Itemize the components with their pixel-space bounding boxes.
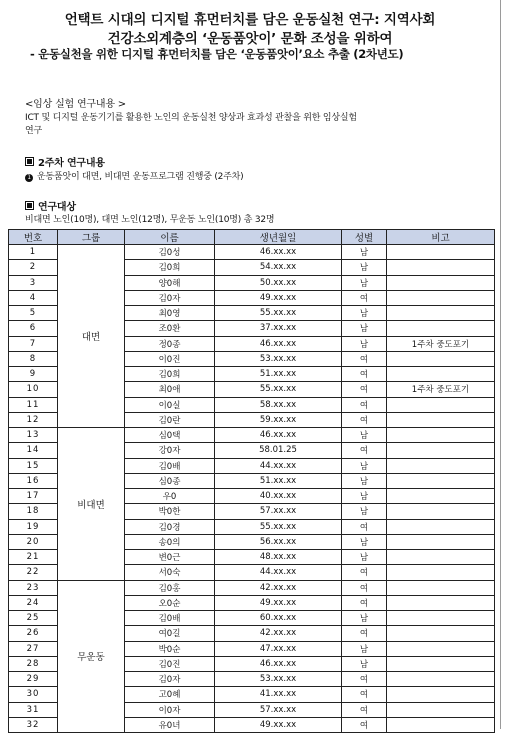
row-name: 양0해 (125, 275, 215, 290)
header-name: 이름 (125, 230, 215, 245)
row-number: 29 (9, 672, 58, 687)
row-gender: 여 (342, 290, 387, 305)
row-name: 이0진 (125, 351, 215, 366)
week2-heading: 2주차 연구내용 (38, 158, 105, 169)
row-birthdate: 42.xx.xx (215, 626, 342, 641)
row-number: 19 (9, 519, 58, 534)
row-number: 10 (9, 382, 58, 397)
row-number: 8 (9, 351, 58, 366)
row-birthdate: 53.xx.xx (215, 672, 342, 687)
row-note: 1주차 중도포기 (387, 382, 495, 397)
row-number: 12 (9, 412, 58, 427)
row-gender: 여 (342, 717, 387, 732)
clinical-heading: <임상 실험 연구내용 > (25, 99, 126, 110)
row-gender: 여 (342, 519, 387, 534)
header-birthdate: 생년월일 (215, 230, 342, 245)
row-note (387, 489, 495, 504)
row-gender: 남 (342, 611, 387, 626)
row-number: 11 (9, 397, 58, 412)
row-birthdate: 50.xx.xx (215, 275, 342, 290)
row-note (387, 428, 495, 443)
row-number: 22 (9, 565, 58, 580)
row-gender: 남 (342, 458, 387, 473)
row-note (387, 290, 495, 305)
row-gender: 남 (342, 504, 387, 519)
row-name: 최0애 (125, 382, 215, 397)
row-name: 김0자 (125, 672, 215, 687)
header-group: 그룹 (58, 230, 125, 245)
row-birthdate: 44.xx.xx (215, 565, 342, 580)
week2-item (25, 169, 244, 182)
row-gender: 남 (342, 489, 387, 504)
row-gender: 여 (342, 595, 387, 610)
row-birthdate: 51.xx.xx (215, 473, 342, 488)
row-name: 김0희 (125, 367, 215, 382)
participants-table (8, 229, 495, 733)
row-note (387, 534, 495, 549)
header-number: 번호 (9, 230, 58, 245)
row-name: 정0종 (125, 336, 215, 351)
row-birthdate: 42.xx.xx (215, 580, 342, 595)
row-number: 27 (9, 641, 58, 656)
row-note (387, 260, 495, 275)
row-note (387, 641, 495, 656)
row-note (387, 412, 495, 427)
row-gender: 남 (342, 260, 387, 275)
row-gender: 남 (342, 656, 387, 671)
row-gender: 여 (342, 702, 387, 717)
target-section (25, 198, 76, 213)
row-birthdate: 37.xx.xx (215, 321, 342, 336)
row-birthdate: 44.xx.xx (215, 458, 342, 473)
row-number: 31 (9, 702, 58, 717)
row-note (387, 458, 495, 473)
row-birthdate: 41.xx.xx (215, 687, 342, 702)
row-name: 강0자 (125, 443, 215, 458)
row-number: 21 (9, 550, 58, 565)
row-name: 유0녀 (125, 717, 215, 732)
row-gender: 남 (342, 336, 387, 351)
row-name: 조0환 (125, 321, 215, 336)
row-birthdate: 54.xx.xx (215, 260, 342, 275)
row-gender: 남 (342, 550, 387, 565)
row-name: 우0 (125, 489, 215, 504)
row-birthdate: 59.xx.xx (215, 412, 342, 427)
row-birthdate: 46.xx.xx (215, 428, 342, 443)
row-note (387, 687, 495, 702)
table-row (9, 428, 495, 443)
row-name: 심0택 (125, 428, 215, 443)
row-note (387, 717, 495, 732)
row-gender: 남 (342, 534, 387, 549)
row-gender: 남 (342, 428, 387, 443)
row-gender: 여 (342, 687, 387, 702)
row-name: 김0배 (125, 458, 215, 473)
row-birthdate: 58.01.25 (215, 443, 342, 458)
row-note (387, 275, 495, 290)
row-note (387, 611, 495, 626)
row-note: 1주차 중도포기 (387, 336, 495, 351)
clinical-body-line2: 연구 (25, 126, 42, 136)
row-note (387, 443, 495, 458)
row-birthdate: 58.xx.xx (215, 397, 342, 412)
row-number: 17 (9, 489, 58, 504)
row-birthdate: 49.xx.xx (215, 290, 342, 305)
row-birthdate: 57.xx.xx (215, 504, 342, 519)
row-note (387, 672, 495, 687)
filled-square-icon (25, 157, 34, 166)
row-number: 23 (9, 580, 58, 595)
row-gender: 여 (342, 382, 387, 397)
row-birthdate: 49.xx.xx (215, 717, 342, 732)
row-name: 김0희 (125, 260, 215, 275)
week2-item-text: 운동품앗이 대면, 비대면 운동프로그램 진행중 (2주차) (37, 172, 244, 182)
row-birthdate: 57.xx.xx (215, 702, 342, 717)
row-name: 김0란 (125, 412, 215, 427)
row-gender: 여 (342, 397, 387, 412)
header-note: 비고 (387, 230, 495, 245)
row-birthdate: 56.xx.xx (215, 534, 342, 549)
row-gender: 여 (342, 443, 387, 458)
row-number: 7 (9, 336, 58, 351)
row-number: 9 (9, 367, 58, 382)
row-name: 송0의 (125, 534, 215, 549)
row-gender: 여 (342, 580, 387, 595)
row-number: 30 (9, 687, 58, 702)
row-birthdate: 46.xx.xx (215, 245, 342, 260)
row-number: 5 (9, 306, 58, 321)
row-name: 김0성 (125, 245, 215, 260)
row-note (387, 580, 495, 595)
document-title-line2: 건강소외계층의 ‘운동품앗이’ 문화 조성을 위하여 (107, 31, 393, 47)
row-name: 김0자 (125, 290, 215, 305)
row-note (387, 473, 495, 488)
row-note (387, 306, 495, 321)
row-name: 김0진 (125, 656, 215, 671)
row-name: 여0길 (125, 626, 215, 641)
row-gender: 남 (342, 275, 387, 290)
row-note (387, 702, 495, 717)
row-birthdate: 47.xx.xx (215, 641, 342, 656)
row-gender: 여 (342, 626, 387, 641)
row-name: 변0근 (125, 550, 215, 565)
row-note (387, 519, 495, 534)
row-birthdate: 55.xx.xx (215, 519, 342, 534)
row-name: 심0종 (125, 473, 215, 488)
row-gender: 여 (342, 351, 387, 366)
row-name: 김0배 (125, 611, 215, 626)
row-gender: 남 (342, 641, 387, 656)
row-number: 6 (9, 321, 58, 336)
table-header-row (9, 230, 495, 245)
group-cell: 비대면 (58, 428, 125, 581)
row-name: 김0경 (125, 519, 215, 534)
row-number: 1 (9, 245, 58, 260)
row-number: 13 (9, 428, 58, 443)
row-birthdate: 48.xx.xx (215, 550, 342, 565)
row-number: 26 (9, 626, 58, 641)
row-name: 서0숙 (125, 565, 215, 580)
row-note (387, 397, 495, 412)
row-name: 김0홍 (125, 580, 215, 595)
clinical-body-line1: ICT 및 디지털 운동기기를 활용한 노인의 운동실천 양상과 효과성 관찰을 위한 임상실험 (25, 113, 357, 123)
document-subtitle: - 운동실천을 위한 디지털 휴먼터치를 담은 ‘운동품앗이’요소 추출 (2차년도) (30, 47, 404, 61)
row-gender: 남 (342, 245, 387, 260)
row-name: 오0순 (125, 595, 215, 610)
row-note (387, 565, 495, 580)
row-number: 28 (9, 656, 58, 671)
row-number: 14 (9, 443, 58, 458)
row-gender: 남 (342, 306, 387, 321)
row-birthdate: 51.xx.xx (215, 367, 342, 382)
row-name: 최0영 (125, 306, 215, 321)
row-note (387, 245, 495, 260)
filled-square-icon (25, 201, 34, 210)
row-note (387, 656, 495, 671)
row-birthdate: 49.xx.xx (215, 595, 342, 610)
row-number: 25 (9, 611, 58, 626)
row-number: 4 (9, 290, 58, 305)
week2-section (25, 154, 105, 169)
row-number: 20 (9, 534, 58, 549)
row-note (387, 367, 495, 382)
row-birthdate: 40.xx.xx (215, 489, 342, 504)
row-gender: 여 (342, 672, 387, 687)
row-name: 이0실 (125, 397, 215, 412)
row-name: 고0혜 (125, 687, 215, 702)
row-note (387, 351, 495, 366)
row-name: 박0순 (125, 641, 215, 656)
target-summary: 비대면 노인(10명), 대면 노인(12명), 무운동 노인(10명) 총 32명 (25, 215, 275, 225)
row-gender: 남 (342, 473, 387, 488)
number-one-circle-icon: 1 (25, 174, 33, 182)
row-note (387, 321, 495, 336)
row-number: 24 (9, 595, 58, 610)
group-cell: 대면 (58, 245, 125, 428)
row-note (387, 595, 495, 610)
row-number: 3 (9, 275, 58, 290)
header-gender: 성별 (342, 230, 387, 245)
row-name: 박0한 (125, 504, 215, 519)
document-title-line1: 언택트 시대의 디지털 휴먼터치를 담은 운동실천 연구: 지역사회 (64, 12, 436, 28)
row-gender: 여 (342, 565, 387, 580)
row-name: 이0자 (125, 702, 215, 717)
row-note (387, 626, 495, 641)
row-gender: 남 (342, 321, 387, 336)
row-birthdate: 46.xx.xx (215, 336, 342, 351)
row-number: 32 (9, 717, 58, 732)
table-row (9, 245, 495, 260)
row-number: 2 (9, 260, 58, 275)
row-note (387, 504, 495, 519)
row-number: 18 (9, 504, 58, 519)
row-birthdate: 60.xx.xx (215, 611, 342, 626)
row-birthdate: 55.xx.xx (215, 382, 342, 397)
row-note (387, 550, 495, 565)
group-cell: 무운동 (58, 580, 125, 733)
target-heading: 연구대상 (38, 202, 76, 213)
table-row (9, 580, 495, 595)
row-birthdate: 53.xx.xx (215, 351, 342, 366)
row-number: 15 (9, 458, 58, 473)
row-number: 16 (9, 473, 58, 488)
row-gender: 여 (342, 367, 387, 382)
row-gender: 여 (342, 412, 387, 427)
page-edge (500, 0, 501, 729)
row-birthdate: 55.xx.xx (215, 306, 342, 321)
row-birthdate: 46.xx.xx (215, 656, 342, 671)
